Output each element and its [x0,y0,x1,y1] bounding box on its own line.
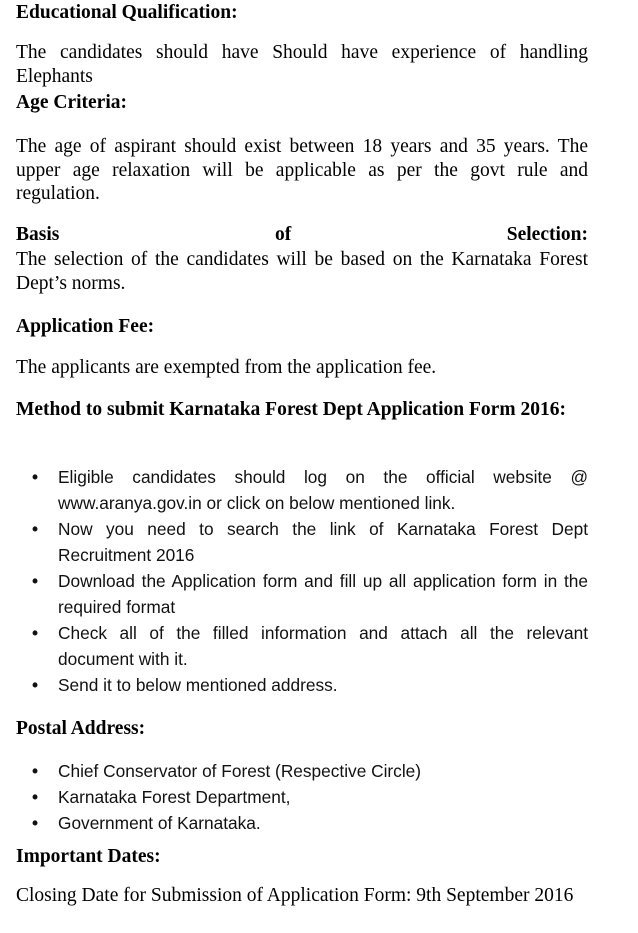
method-steps-list [32,464,588,698]
list-item-text: Download the Application form and fill up all application form in the required format [58,571,588,617]
bullet-icon: • [32,519,39,539]
list-item [32,672,588,698]
edu-text: The candidates should have Should have experience of handling Elephants [16,42,588,87]
list-item-text: Send it to below mentioned address. [58,675,338,695]
list-item [32,620,588,672]
bullet-icon: • [32,813,39,833]
basis-word-1: Basis [16,224,60,245]
list-item-text: Government of Karnataka. [58,813,261,833]
bullet-icon: • [32,467,39,487]
list-item-text: Check all of the filled information and attach all the relevant document with it. [58,623,588,669]
method-heading: Method to submit Karnataka Forest Dept Application Form 2016: [16,399,566,420]
dates-text: Closing Date for Submission of Application Form: 9th September 2016 [16,885,574,906]
bullet-icon: • [32,571,39,591]
list-item [32,784,588,810]
list-item [32,758,588,784]
list-item [32,568,588,620]
basis-word-3: Selection: [506,224,588,245]
basis-heading [16,222,588,248]
list-item [32,516,588,568]
age-text: The age of aspirant should exist between 18 years and 35 years. The upper age relaxation will be applicable as per the govt rule and regulation. [16,136,588,204]
list-item [32,810,588,836]
age-heading: Age Criteria: [16,92,127,113]
bullet-icon: • [32,761,39,781]
list-item [32,464,588,516]
fee-text: The applicants are exempted from the application fee. [16,357,437,378]
edu-heading: Educational Qualification: [16,2,238,23]
list-item-text: Now you need to search the link of Karnataka Forest Dept Recruitment 2016 [58,519,588,565]
bullet-icon: • [32,675,39,695]
fee-heading: Application Fee: [16,316,155,337]
bullet-icon: • [32,623,39,643]
list-item-text: Chief Conservator of Forest (Respective Circle) [58,761,422,781]
bullet-icon: • [32,787,39,807]
postal-heading: Postal Address: [16,718,146,739]
list-item-text: Karnataka Forest Department, [58,787,291,807]
basis-word-2: of [274,224,292,245]
dates-heading: Important Dates: [16,846,161,867]
list-item-text: Eligible candidates should log on the official website @ www.aranya.gov.in or click on below mentioned link. [58,467,588,513]
basis-text: The selection of the candidates will be based on the Karnataka Forest Dept’s norms. [16,249,588,294]
postal-address-list [32,758,588,836]
